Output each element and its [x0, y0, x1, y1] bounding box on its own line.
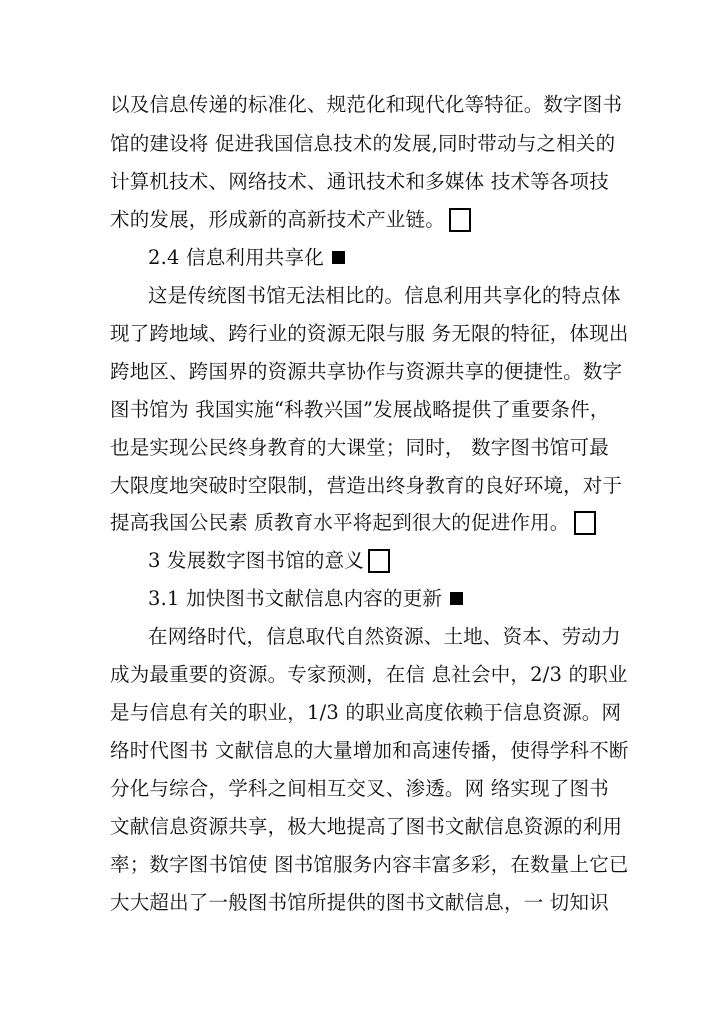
- empty-checkbox-marker: [368, 549, 390, 573]
- paragraph-line: [110, 170, 615, 194]
- filled-square-marker: [332, 251, 345, 264]
- paragraph-line: [110, 739, 629, 763]
- paragraph-line: [110, 701, 622, 725]
- paragraph-line: [148, 284, 653, 308]
- paragraph-line: [148, 625, 653, 649]
- text: 也是实现公民终身教育的大课堂；同时， 数字图书馆可最: [110, 436, 609, 459]
- heading-text: 2.4 信息利用共享化: [148, 246, 324, 269]
- text: 络时代图书 文献信息的大量增加和高速传播，使得学科不断: [110, 739, 629, 762]
- paragraph-line: [110, 777, 615, 801]
- paragraph-line: [110, 93, 623, 117]
- text: 这是传统图书馆无法相比的。信息利用共享化的特点体: [148, 284, 621, 307]
- paragraph-line: [110, 511, 615, 535]
- text: 大大超出了一般图书馆所提供的图书文献信息，一 切知识: [110, 891, 609, 914]
- text: 馆的建设将 促进我国信息技术的发展,同时带动与之相关的: [110, 132, 616, 155]
- paragraph-line: [110, 398, 615, 422]
- text: 提高我国公民素 质教育水平将起到很大的促进作用。: [110, 511, 570, 534]
- text: 计算机技术、网络技术、通讯技术和多媒体 技术等各项技: [110, 170, 609, 193]
- section-heading-3: [148, 549, 653, 573]
- paragraph-line: [110, 474, 623, 498]
- empty-checkbox-marker: [449, 208, 471, 232]
- text: 术的发展，形成新的高新技术产业链。: [110, 208, 445, 231]
- heading-text: 3 发展数字图书馆的意义: [148, 549, 365, 572]
- paragraph-line: [110, 436, 615, 460]
- text: 成为最重要的资源。专家预测，在信 息社会中，2/3 的职业: [110, 663, 628, 686]
- text: 现了跨地域、跨行业的资源无限与服 务无限的特征，体现出: [110, 322, 629, 345]
- paragraph-line: [110, 891, 615, 915]
- section-heading-2-4: [148, 246, 653, 270]
- paragraph-line: [110, 360, 623, 384]
- text: 是与信息有关的职业，1/3 的职业高度依赖于信息资源。网: [110, 701, 622, 724]
- empty-checkbox-marker: [574, 511, 596, 535]
- filled-square-marker: [450, 592, 463, 605]
- heading-text: 3.1 加快图书文献信息内容的更新: [148, 587, 443, 610]
- paragraph-line: [110, 132, 615, 156]
- text: 分化与综合，学科之间相互交叉、渗透。网 络实现了图书: [110, 777, 609, 800]
- text: 图书馆为 我国实施“科教兴国”发展战略提供了重要条件，: [110, 398, 610, 421]
- text: 在网络时代，信息取代自然资源、土地、资本、劳动力: [148, 625, 621, 648]
- paragraph-line: [110, 853, 629, 877]
- paragraph-line: [110, 322, 629, 346]
- text: 跨地区、跨国界的资源共享协作与资源共享的便捷性。数字: [110, 360, 623, 383]
- section-heading-3-1: [148, 587, 653, 611]
- paragraph-line: [110, 663, 628, 687]
- paragraph-line: [110, 815, 623, 839]
- text: 文献信息资源共享，极大地提高了图书文献信息资源的利用: [110, 815, 623, 838]
- text: 率；数字图书馆使 图书馆服务内容丰富多彩，在数量上它已: [110, 853, 629, 876]
- paragraph-line: [110, 208, 615, 232]
- text: 以及信息传递的标准化、规范化和现代化等特征。数字图书: [110, 93, 623, 116]
- text: 大限度地突破时空限制，营造出终身教育的良好环境，对于: [110, 474, 623, 497]
